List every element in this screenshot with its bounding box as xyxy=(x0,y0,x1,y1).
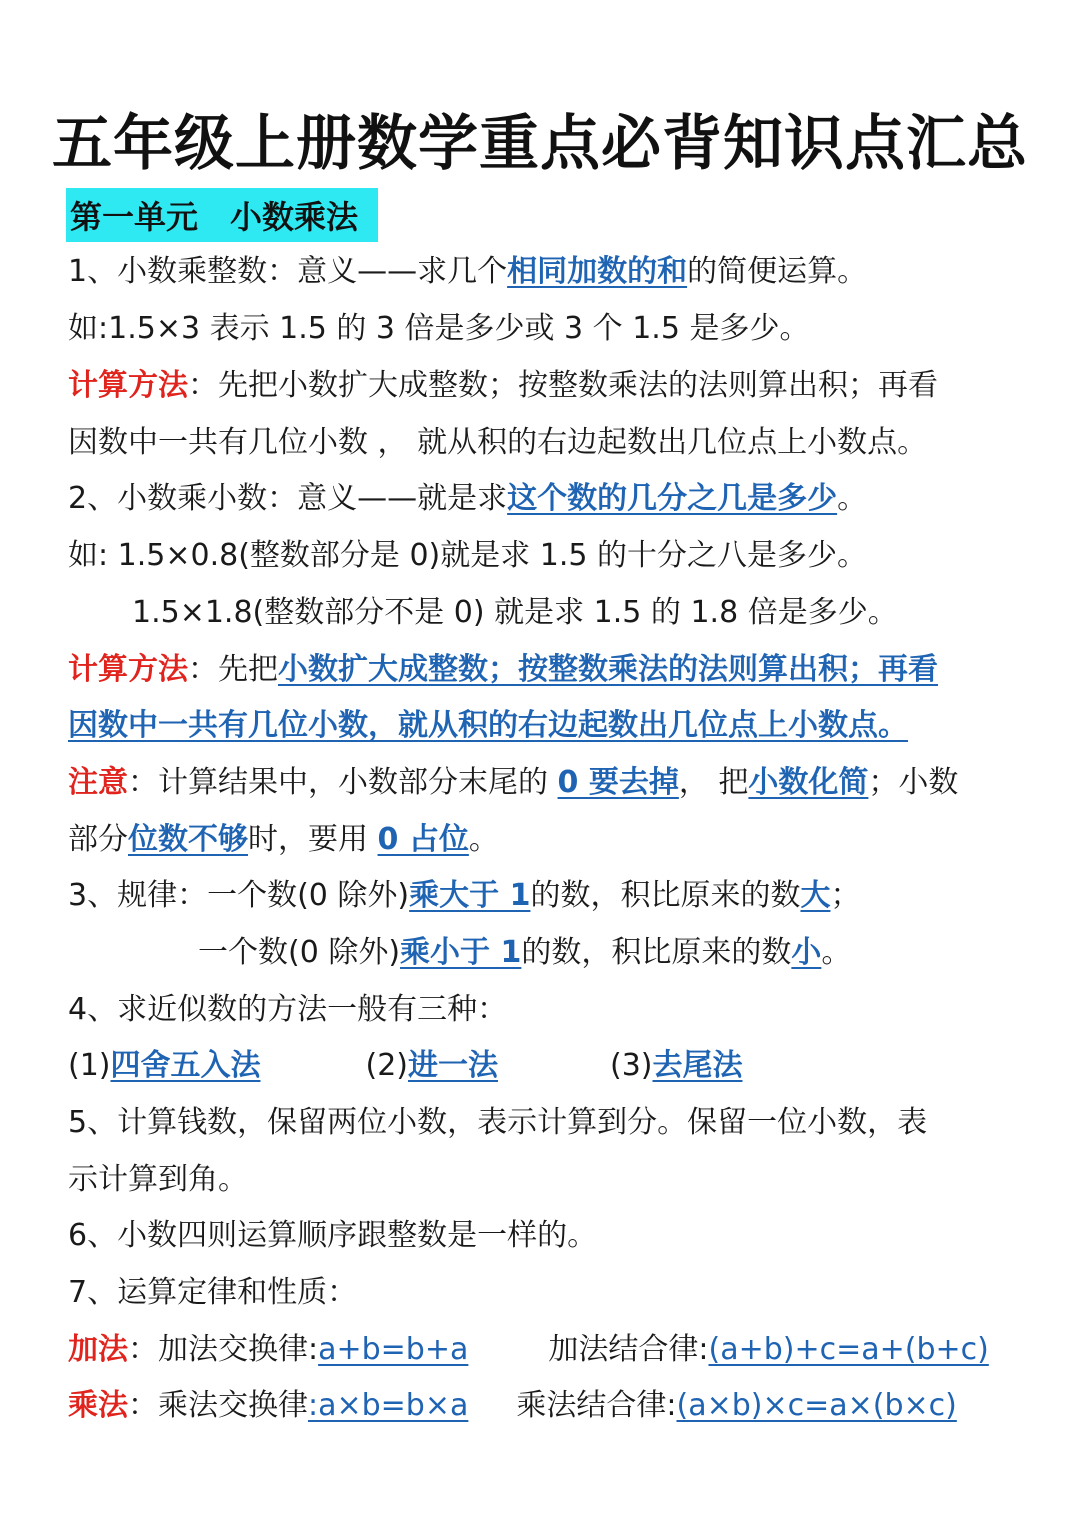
key-phrase: 大 xyxy=(800,878,831,913)
text: 乘法结合律: xyxy=(516,1388,677,1423)
method-label: 计算方法 xyxy=(68,652,188,687)
text: ：计算结果中，小数部分末尾的 xyxy=(128,765,558,800)
method-2: 进一法 xyxy=(408,1048,498,1083)
formula: (a+b)+c=a+(b+c) xyxy=(708,1332,989,1367)
key-phrase: 乘大于 1 xyxy=(409,878,531,913)
text: ：先把小数扩大成整数；按整数乘法的法则算出积；再看 xyxy=(188,368,938,403)
formula: :a×b=b×a xyxy=(308,1388,469,1423)
text: 的数，积比原来的数 xyxy=(530,878,801,913)
text: ；小数 xyxy=(868,765,959,800)
note-line-2 xyxy=(68,818,499,862)
text: 3、规律：一个数(0 除外) xyxy=(68,878,410,913)
text: ：加法交换律: xyxy=(128,1332,319,1367)
order-line: 6、小数四则运算顺序跟整数是一样的。 xyxy=(68,1218,598,1253)
text: 部分 xyxy=(68,822,128,857)
text: ：乘法交换律 xyxy=(128,1388,308,1423)
money-line-2: 示计算到角。 xyxy=(68,1162,248,1197)
key-phrase: 小数化简 xyxy=(748,765,869,800)
laws-heading: 7、运算定律和性质： xyxy=(68,1275,358,1310)
method-1-index: (1) xyxy=(68,1048,111,1083)
key-phrase: 0 要去掉 xyxy=(557,765,679,800)
method-line-1b: 因数中一共有几位小数 ， 就从积的右边起数出几位点上小数点。 xyxy=(68,425,928,460)
formula: a+b=b+a xyxy=(318,1332,469,1367)
addition-label: 加法 xyxy=(68,1332,128,1367)
multiplication-laws xyxy=(68,1384,957,1428)
page-title: 五年级上册数学重点必背知识点汇总 xyxy=(52,109,1028,179)
key-phrase: 小 xyxy=(791,935,822,970)
example-line-2: 如: 1.5×0.8(整数部分是 0)就是求 1.5 的十分之八是多少。 xyxy=(68,538,868,573)
key-phrase: 相同加数的和 xyxy=(507,254,688,289)
text: 。 xyxy=(468,822,499,857)
method-2-index: (2) xyxy=(365,1048,408,1083)
rule-line-2 xyxy=(198,931,851,975)
point-2-line xyxy=(68,477,867,521)
method-1: 四舍五入法 xyxy=(110,1048,261,1083)
text: 一个数(0 除外) xyxy=(198,935,401,970)
method-3-index: (3) xyxy=(610,1048,653,1083)
text: 的数，积比原来的数 xyxy=(521,935,792,970)
method-label: 计算方法 xyxy=(68,368,188,403)
text: ：先把 xyxy=(188,652,278,687)
method-line-1 xyxy=(68,364,938,408)
key-phrase: 小数扩大成整数；按整数乘法的法则算出积；再看 xyxy=(278,652,938,687)
key-phrase: 乘小于 1 xyxy=(400,935,522,970)
approx-heading: 4、求近似数的方法一般有三种： xyxy=(68,992,508,1027)
formula: (a×b)×c=a×(b×c) xyxy=(676,1388,957,1423)
note-line xyxy=(68,761,958,805)
example-line: 如:1.5×3 表示 1.5 的 3 倍是多少或 3 个 1.5 是多少。 xyxy=(68,311,810,346)
money-line: 5、计算钱数，保留两位小数，表示计算到分。保留一位小数，表 xyxy=(68,1105,928,1140)
text: ； xyxy=(830,878,861,913)
key-phrase: 位数不够 xyxy=(128,822,248,857)
unit-heading: 第一单元 小数乘法 xyxy=(66,188,378,242)
method-line-2b xyxy=(68,704,908,748)
method-3: 去尾法 xyxy=(652,1048,743,1083)
key-phrase: 这个数的几分之几是多少 xyxy=(507,481,838,516)
addition-laws xyxy=(68,1328,989,1372)
text: ， 把 xyxy=(678,765,749,800)
text: 加法结合律: xyxy=(548,1332,709,1367)
text: 时，要用 xyxy=(248,822,378,857)
text: 2、小数乘小数：意义——就是求 xyxy=(68,481,508,516)
text: 的简便运算。 xyxy=(687,254,868,289)
example-line-3: 1.5×1.8(整数部分不是 0) 就是求 1.5 的 1.8 倍是多少。 xyxy=(132,595,898,630)
key-phrase: 0 占位 xyxy=(377,822,469,857)
key-phrase: 因数中一共有几位小数，就从积的右边起数出几位点上小数点。 xyxy=(68,708,908,743)
method-line-2 xyxy=(68,648,938,692)
approx-methods xyxy=(68,1044,743,1088)
text: 。 xyxy=(821,935,852,970)
note-label: 注意 xyxy=(68,765,128,800)
rule-line-1 xyxy=(68,874,860,918)
text: 。 xyxy=(837,481,868,516)
multiplication-label: 乘法 xyxy=(68,1388,128,1423)
text: 1、小数乘整数：意义——求几个 xyxy=(68,254,508,289)
point-1-line xyxy=(68,250,867,294)
